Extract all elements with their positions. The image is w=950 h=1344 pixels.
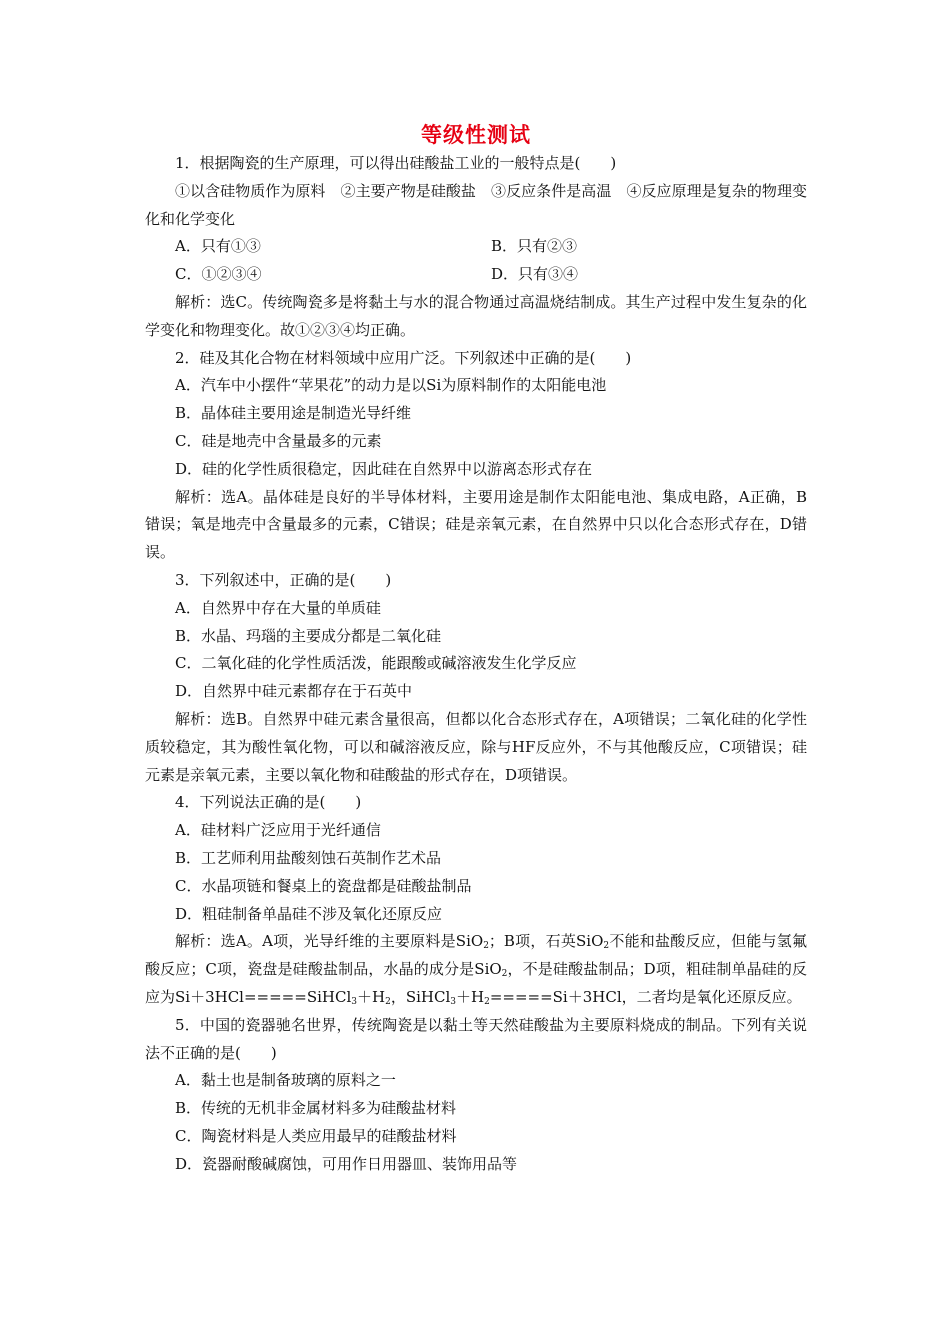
analysis-text: ＋H <box>356 987 386 1006</box>
analysis-text: ＋H <box>455 987 485 1006</box>
subscript: 2 <box>483 941 489 952</box>
question-stem: 4．下列说法正确的是( ) <box>175 793 362 812</box>
analysis: 解析：选C。传统陶瓷多是将黏土与水的混合物通过高温烧结制成。其生产过程中发生复杂的化学变化和物理变化。故①②③④均正确。 <box>145 292 807 339</box>
question-stem: 5．中国的瓷器驰名世界，传统陶瓷是以黏土等天然硅酸盐为主要原料烧成的制品。下列有关说法不正确的是( ) <box>145 1015 807 1062</box>
subscript: 2 <box>484 996 490 1007</box>
option-b: B．晶体硅主要用途是制造光导纤维 <box>175 404 412 423</box>
option-a: A．自然界中存在大量的单质硅 <box>175 598 381 617</box>
option-d: D．瓷器耐酸碱腐蚀，可用作日用器皿、装饰用品等 <box>175 1154 518 1173</box>
option-row <box>145 233 807 261</box>
analysis-text: 解析：选A。A项，光导纤维的主要原料是SiO <box>175 932 484 951</box>
question-stem: 1．根据陶瓷的生产原理，可以得出硅酸盐工业的一般特点是( ) <box>175 154 617 172</box>
option-c: C．硅是地壳中含量最多的元素 <box>175 431 382 450</box>
analysis: 解析：选B。自然界中硅元素含量很高，但都以化合态形式存在，A项错误；二氧化硅的化学性质较稳定，其为酸性氧化物，可以和碱溶液反应，除与HF反应外，不与其他酸反应，C项错误；硅元素是亲氧元素，主要以氧化物和硅酸盐的形式存在，D项错误。 <box>145 709 807 784</box>
question-1 <box>145 150 807 345</box>
option-c: C．水晶项链和餐桌上的瓷盘都是硅酸盐制品 <box>175 876 472 895</box>
subscript: 3 <box>351 996 357 1007</box>
page-title: 等级性测试 <box>421 123 531 147</box>
option-c: C．陶瓷材料是人类应用最早的硅酸盐材料 <box>175 1126 457 1145</box>
option-a: A．只有①③ <box>175 237 261 256</box>
option-b: B．传统的无机非金属材料多为硅酸盐材料 <box>175 1099 457 1118</box>
analysis-text: ，不是硅酸盐制品；D项，粗硅制单晶硅的反应为Si＋3HCl=====SiHCl <box>145 960 807 1006</box>
analysis-text: ，SiHCl <box>390 987 451 1006</box>
option-b: B．只有②③ <box>491 237 578 256</box>
subscript: 2 <box>501 969 508 980</box>
question-stem: 2．硅及其化合物在材料领域中应用广泛。下列叙述中正确的是( ) <box>175 348 632 367</box>
subscript: 3 <box>450 996 456 1007</box>
option-c: C．①②③④ <box>175 265 262 284</box>
option-a: A．黏土也是制备玻璃的原料之一 <box>175 1071 396 1090</box>
subscript: 2 <box>385 996 391 1007</box>
option-d: D．硅的化学性质很稳定，因此硅在自然界中以游离态形式存在 <box>175 459 593 478</box>
analysis: 解析：选A。晶体硅是良好的半导体材料，主要用途是制作太阳能电池、集成电路，A正确，B错误；氧是地壳中含量最多的元素，C错误；硅是亲氧元素，在自然界中只以化合态形式存在，D错误。 <box>145 487 807 562</box>
question-4 <box>145 789 807 1011</box>
option-row <box>145 261 807 289</box>
option-a: A．硅材料广泛应用于光纤通信 <box>175 821 381 840</box>
option-c: C．二氧化硅的化学性质活泼，能跟酸或碱溶液发生化学反应 <box>175 654 577 673</box>
option-a: A．汽车中小摆件“苹果花”的动力是以Si为原料制作的太阳能电池 <box>175 376 607 395</box>
question-stem: 3．下列叙述中，正确的是( ) <box>175 570 392 589</box>
option-b: B．水晶、玛瑙的主要成分都是二氧化硅 <box>175 626 442 645</box>
analysis-text: =====Si＋3HCl，二者均是氧化还原反应。 <box>489 987 802 1006</box>
analysis-text: ；B项，石英SiO <box>488 932 604 951</box>
document-page <box>145 118 807 1178</box>
option-d: D．粗硅制备单晶硅不涉及氧化还原反应 <box>175 904 443 923</box>
option-d: D．只有③④ <box>491 265 579 284</box>
option-b: B．工艺师利用盐酸刻蚀石英制作艺术品 <box>175 848 442 867</box>
subscript: 2 <box>603 941 610 952</box>
question-3 <box>145 567 807 789</box>
analysis-text: 不能和盐酸反应，但能与氢氟酸反应；C项，瓷盘是硅酸盐制品，水晶的成分是SiO <box>145 932 807 979</box>
question-statements: ①以含硅物质作为原料 ②主要产物是硅酸盐 ③反应条件是高温 ④反应原理是复杂的物理变化和化学变化 <box>145 181 807 228</box>
question-2 <box>145 345 807 567</box>
analysis <box>145 928 807 1011</box>
question-5 <box>145 1012 807 1179</box>
option-d: D．自然界中硅元素都存在于石英中 <box>175 682 413 701</box>
